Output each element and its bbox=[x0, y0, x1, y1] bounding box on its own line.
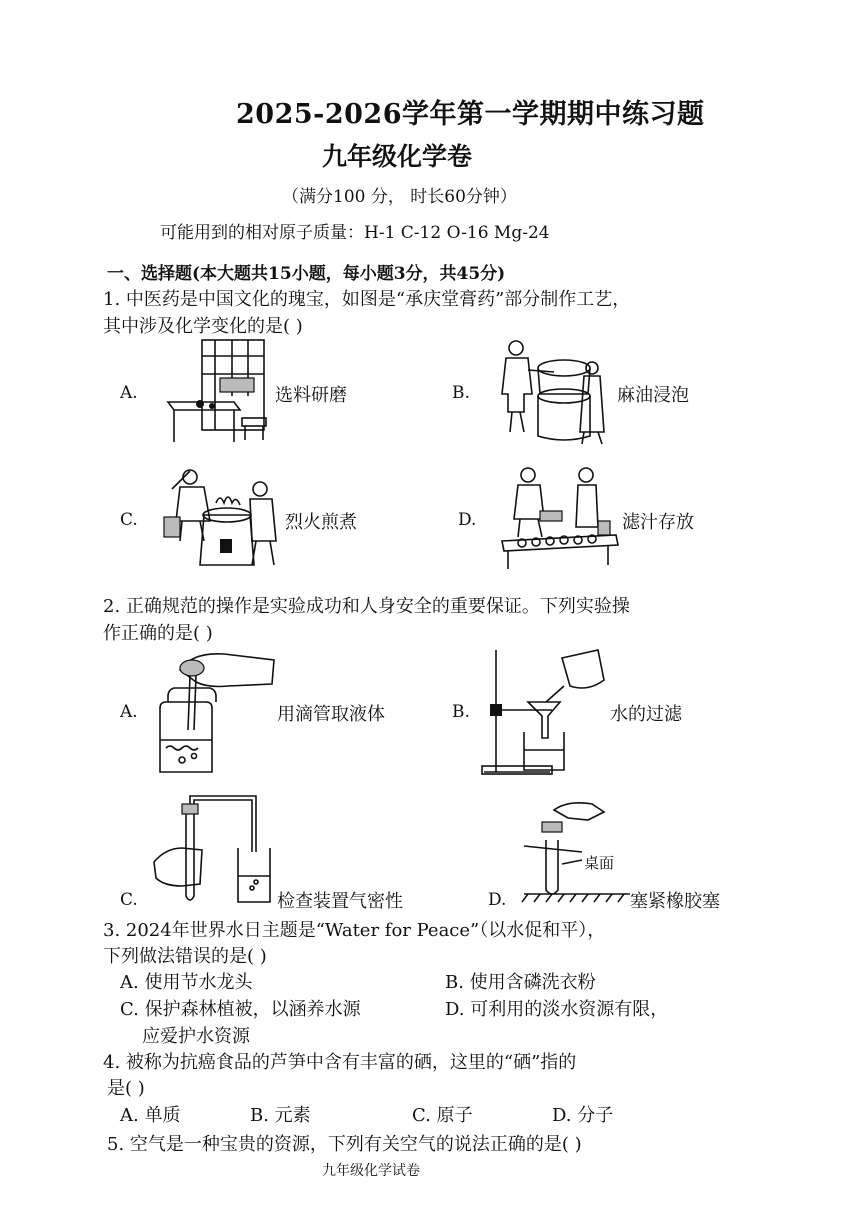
q4-option-c: C. 原子 bbox=[412, 1105, 473, 1126]
section-heading: 一、选择题(本大题共15小题，每小题3分，共45分) bbox=[107, 264, 506, 284]
q1-option-c-caption: 烈火煎煮 bbox=[285, 512, 357, 533]
q1-option-a-caption: 选料研磨 bbox=[275, 385, 347, 406]
q2-illustration-airtight bbox=[152, 792, 277, 912]
q1-option-d-caption: 滤汁存放 bbox=[622, 512, 694, 533]
q3-option-c: C. 保护森林植被，以涵养水源 bbox=[120, 999, 361, 1020]
q3-option-b: B. 使用含磷洗衣粉 bbox=[445, 972, 596, 993]
q3-stem-text: 3. 2024年世界水日主题是“Water for Peace”（以水促和平）， bbox=[103, 920, 606, 941]
q2-stem-line2: 作正确的是( ) bbox=[103, 623, 213, 644]
q1-option-d-letter: D. bbox=[458, 510, 477, 530]
exam-subtitle: 九年级化学卷 bbox=[322, 142, 473, 171]
q2-option-d-caption: 塞紧橡胶塞 bbox=[630, 891, 720, 912]
q2-illustration-filtration bbox=[480, 646, 610, 778]
exam-title: 2025-2026学年第一学期期中练习题 bbox=[236, 99, 705, 130]
q3-stem-line1 bbox=[103, 916, 605, 942]
q1-illustration-storage bbox=[500, 465, 620, 575]
q2-option-c-letter: C. bbox=[120, 890, 138, 910]
atomic-masses: 可能用到的相对原子质量：H-1 C-12 O-16 Mg-24 bbox=[160, 223, 550, 243]
q1-option-b-letter: B. bbox=[452, 383, 470, 403]
q5-stem-line1: 5. 空气是一种宝贵的资源，下列有关空气的说法正确的是( ) bbox=[107, 1134, 582, 1155]
q1-illustration-boiling bbox=[160, 465, 280, 577]
q2-stem-line1: 2. 正确规范的操作是实验成功和人身安全的重要保证。下列实验操 bbox=[103, 596, 630, 617]
q2-option-d-letter: D. bbox=[488, 890, 507, 910]
q1-stem-line1: 1. 中医药是中国文化的瑰宝，如图是“承庆堂膏药”部分制作工艺， bbox=[103, 289, 631, 310]
q1-stem-line2: 其中涉及化学变化的是( ) bbox=[103, 316, 303, 337]
q2-option-c-caption: 检查装置气密性 bbox=[277, 891, 403, 912]
q3-option-d-continued: 应爱护水资源 bbox=[142, 1026, 250, 1047]
q2-option-b-letter: B. bbox=[452, 702, 470, 722]
q3-stem-line2: 下列做法错误的是( ) bbox=[103, 946, 267, 967]
q3-option-d: D. 可利用的淡水资源有限， bbox=[445, 999, 669, 1020]
q4-option-b: B. 元素 bbox=[250, 1105, 311, 1126]
q2-illustration-dropper bbox=[152, 646, 277, 776]
exam-info: （满分100 分， 时长60分钟） bbox=[282, 187, 517, 207]
q1-illustration-grinding bbox=[160, 336, 270, 446]
q3-option-a: A. 使用节水龙头 bbox=[120, 972, 253, 993]
q1-option-a-letter: A. bbox=[120, 383, 138, 403]
q4-option-a: A. 单质 bbox=[120, 1105, 181, 1126]
q1-option-b-caption: 麻油浸泡 bbox=[617, 385, 689, 406]
q2-option-a-caption: 用滴管取液体 bbox=[277, 704, 385, 725]
q4-option-d: D. 分子 bbox=[552, 1105, 614, 1126]
q1-illustration-soaking bbox=[494, 336, 614, 448]
q4-stem-line1: 4. 被称为抗癌食品的芦笋中含有丰富的硒，这里的“硒”指的 bbox=[103, 1052, 577, 1073]
desk-label: 桌面 bbox=[584, 854, 615, 872]
q4-stem-line2: 是( ) bbox=[107, 1078, 145, 1099]
q1-option-c-letter: C. bbox=[120, 510, 138, 530]
q2-option-a-letter: A. bbox=[120, 702, 138, 722]
page-footer: 九年级化学试卷 bbox=[322, 1163, 420, 1179]
q2-option-b-caption: 水的过滤 bbox=[610, 704, 682, 725]
q2-illustration-stopper bbox=[518, 796, 633, 906]
